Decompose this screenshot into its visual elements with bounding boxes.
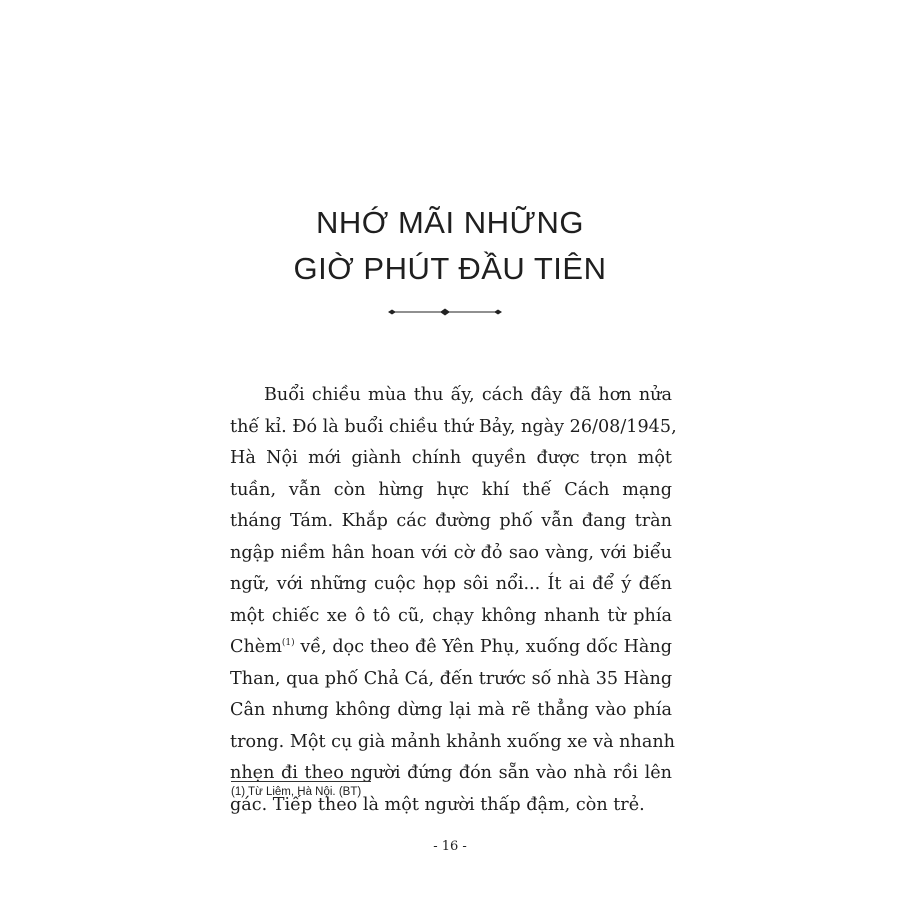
footnote-ref-mark[interactable]: (1) — [281, 638, 295, 648]
footnote-text: (1) Từ Liêm, Hà Nội. (BT) — [231, 786, 362, 798]
body-line: Hà Nội mới giành chính quyền được trọn một — [230, 448, 672, 468]
body-line-with-footnote — [230, 632, 672, 664]
body-line: Than, qua phố Chả Cá, đến trước số nhà 35 Hàng — [230, 668, 673, 689]
chapter-title-line-2: GIỜ PHÚT ĐẦU TIÊN — [293, 251, 607, 286]
body-line: thế kỉ. Đó là buổi chiều thứ Bảy, ngày 26/08/1945, — [230, 416, 677, 437]
footnote-divider — [231, 781, 371, 782]
page-number: - 16 - — [433, 839, 467, 854]
body-paragraph — [230, 380, 677, 821]
body-line: trong. Một cụ già mảnh khảnh xuống xe và nhanh — [230, 731, 675, 752]
diamond-line-ornament-icon — [388, 305, 502, 319]
body-line: tháng Tám. Khắp các đường phố vẫn đang tràn — [230, 511, 672, 531]
footnote-ref-word: Chèm — [230, 637, 282, 657]
body-line: ngập niềm hân hoan với cờ đỏ sao vàng, với biểu — [230, 542, 672, 563]
body-line: một chiếc xe ô tô cũ, chạy không nhanh từ phía — [230, 605, 672, 626]
body-line: Cân nhưng không dừng lại mà rẽ thẳng vào phía — [230, 700, 672, 720]
chapter-title — [0, 200, 900, 292]
body-line-rest: về, dọc theo đê Yên Phụ, xuống dốc Hàng — [300, 637, 672, 657]
body-line: Buổi chiều mùa thu ấy, cách đây đã hơn nửa — [264, 385, 672, 405]
body-line: ngữ, với những cuộc họp sôi nổi... Ít ai để ý đến — [230, 574, 672, 594]
chapter-title-line-1: NHỚ MÃI NHỮNG — [316, 205, 584, 240]
body-line: gác. Tiếp theo là một người thấp đậm, còn trẻ. — [230, 794, 645, 815]
body-line: tuần, vẫn còn hừng hực khí thế Cách mạng — [230, 479, 672, 500]
body-line: nhẹn đi theo người đứng đón sẵn vào nhà rồi lên — [230, 763, 672, 783]
